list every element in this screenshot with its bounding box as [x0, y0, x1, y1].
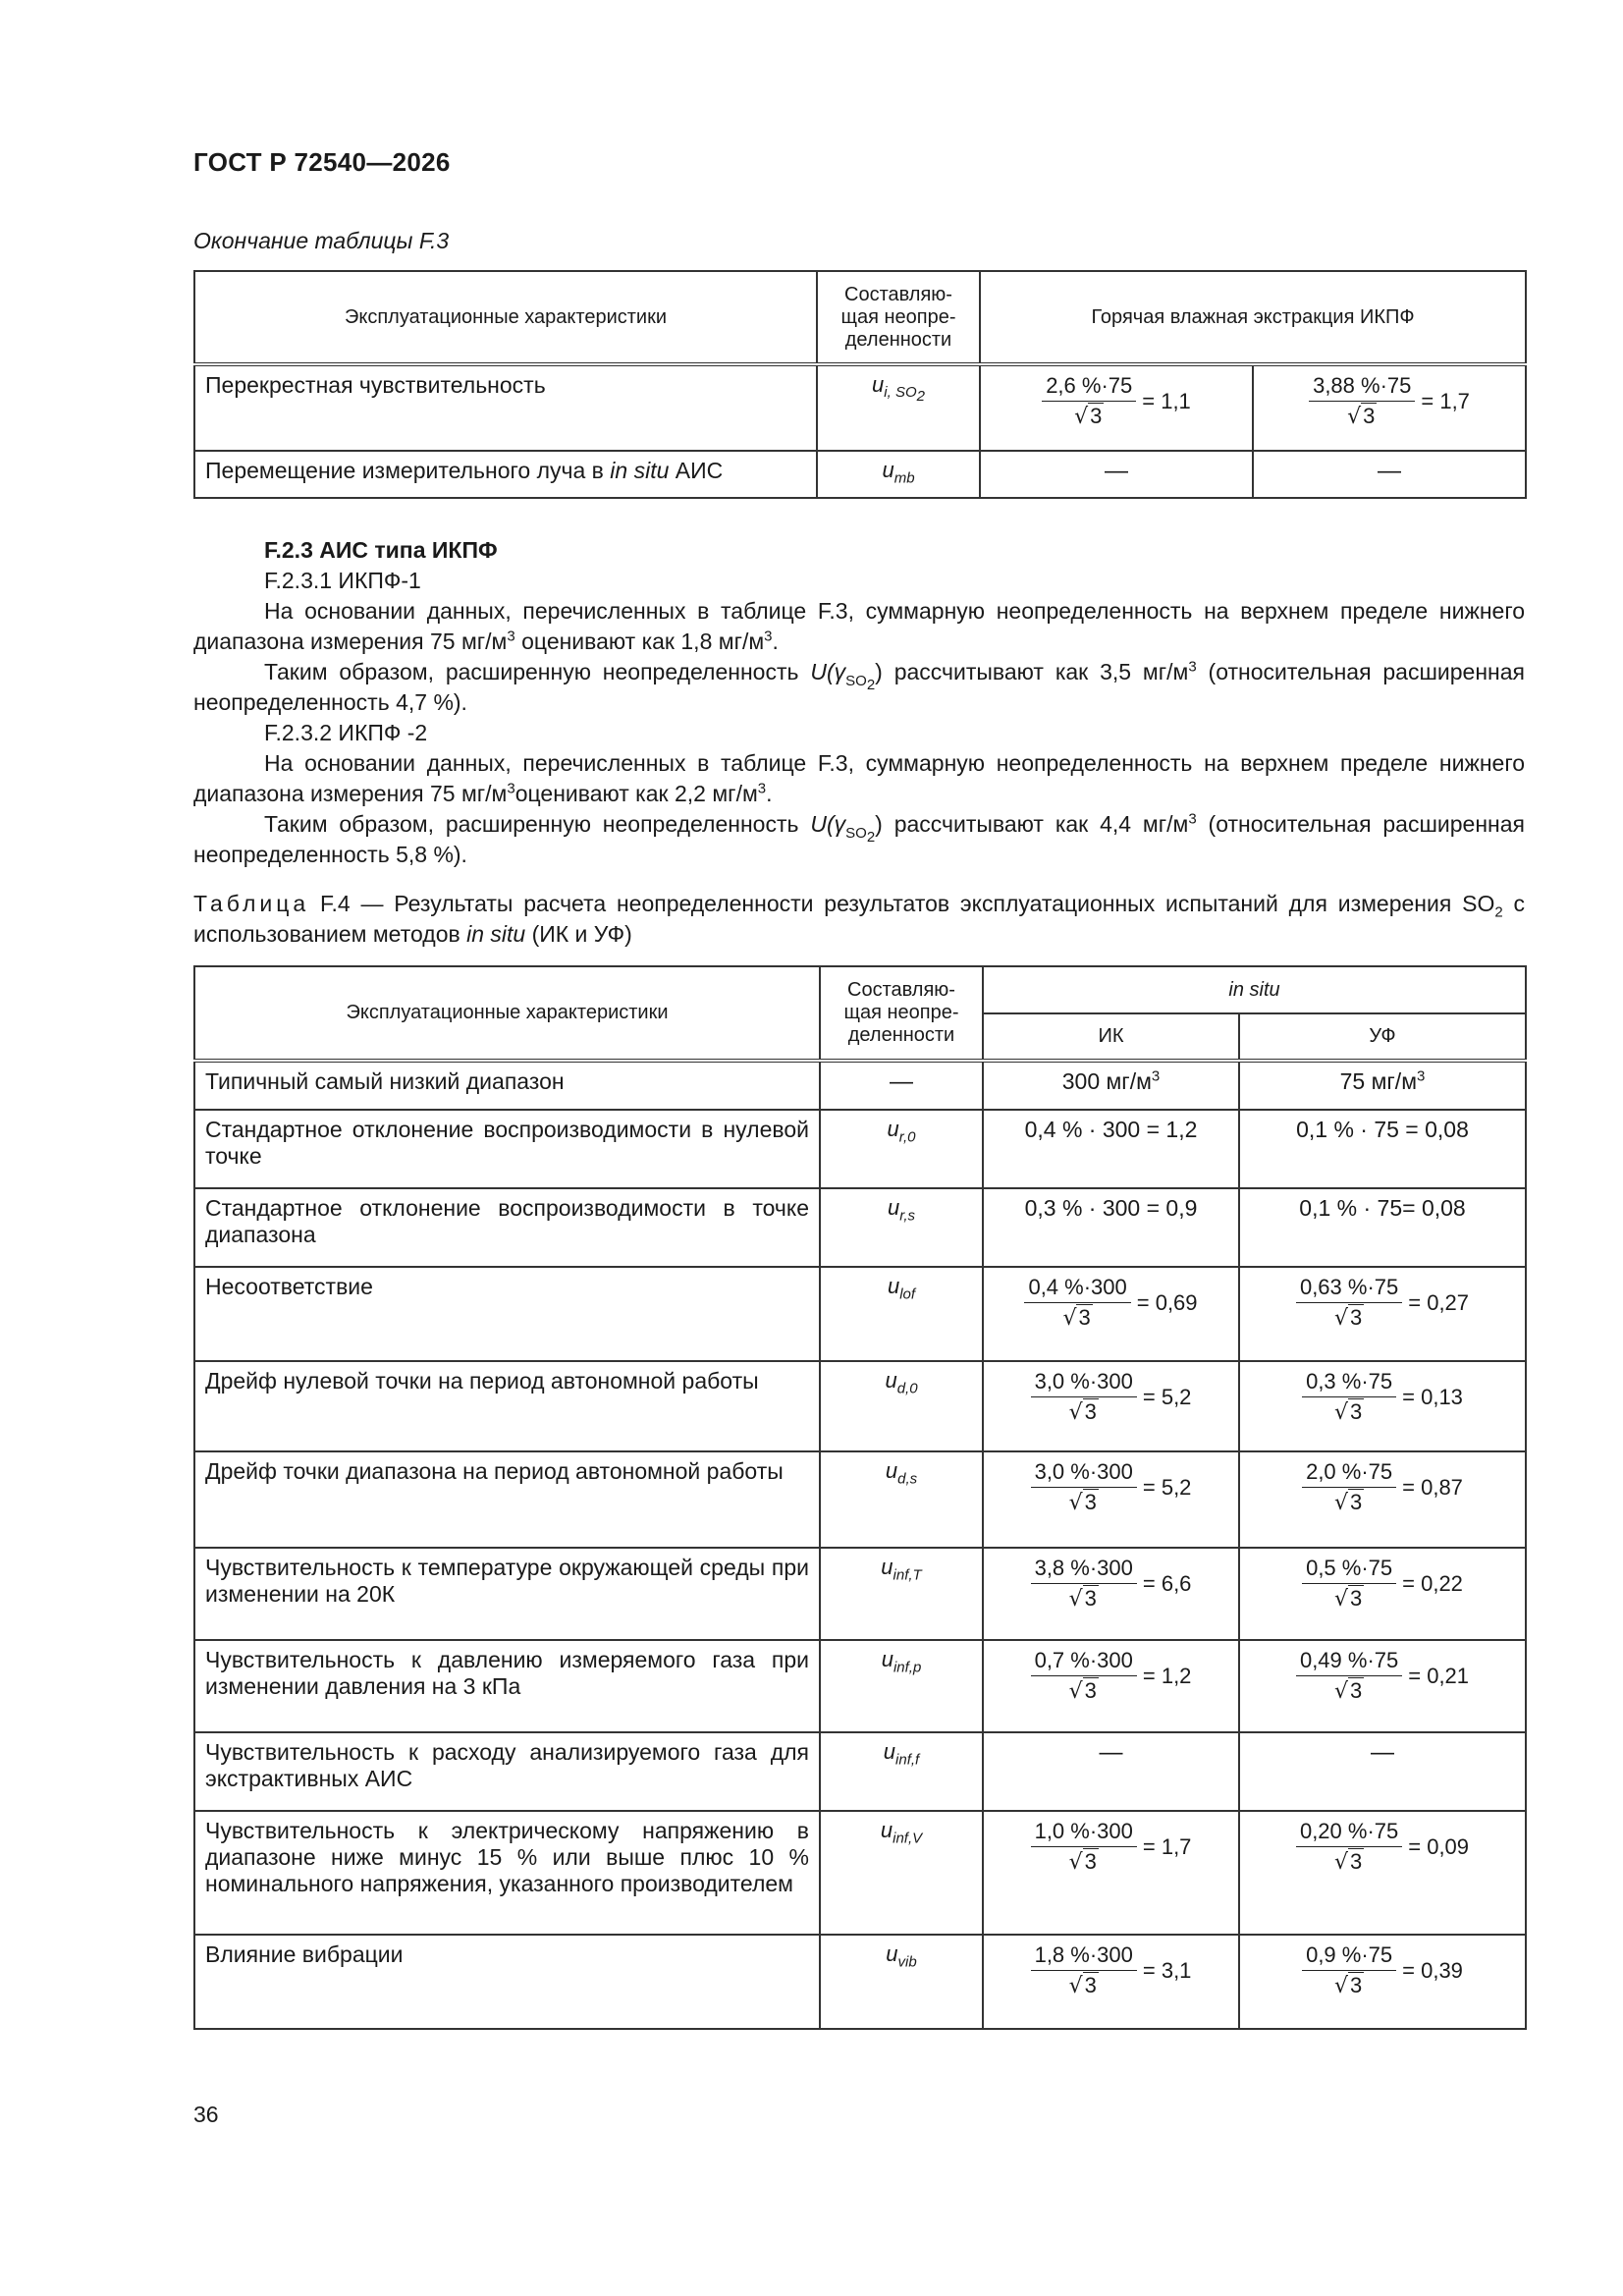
symbol-cell: $u_{r,0}$ — [820, 1110, 983, 1188]
paragraph: Таким образом, расширенную неопределенность $U(\gamma_{SO_2})$ рассчитывают как 3,5 $мг/м^3$ (относительная расширенная неопределенность 4,7 %). — [193, 658, 1525, 715]
value-cell-uf — [1239, 1640, 1526, 1732]
formula: $\frac{0,3 \%\cdot 75}{√3}$ = 0,13 — [1302, 1369, 1463, 1425]
formula: $\frac{1,8 \%\cdot 300}{√3}$ = 3,1 — [1031, 1942, 1192, 1998]
value-cell: $\frac{2,6 \%\cdot 75}{√3}$ = 1,1 — [980, 364, 1253, 451]
formula: $\frac{0,9 \%\cdot 75}{√3}$ = 0,39 — [1302, 1942, 1463, 1998]
section-heading: F.2.3 АИС типа ИКПФ — [264, 537, 498, 563]
formula: $\frac{2,0 \%\cdot 75}{√3}$ = 0,87 — [1302, 1459, 1463, 1515]
value-cell: $\frac{3,88 \%\cdot 75}{√3}$ = 1,7 — [1253, 364, 1526, 451]
paragraph: На основании данных, перечисленных в таблице F.3, суммарную неопределенность на верхнем пределе нижнего диапазона измерения 75 $мг/м^3оценивают$ как 2,2 $мг/м^3$. — [193, 750, 1525, 806]
subsection-f231: F.2.3.1 ИКПФ-1 — [264, 568, 421, 593]
value-cell-ik — [983, 1811, 1239, 1935]
characteristic-cell: Типичный самый низкий диапазон — [194, 1061, 820, 1110]
paragraph: Таким образом, расширенную неопределенность $U(\gamma_{SO_2})$ рассчитывают как 4,4 $мг/м^3$ (относительная расширенная неопределенность 5,8 %). — [193, 810, 1525, 867]
value-cell-ik — [983, 1451, 1239, 1548]
value-cell-uf: — — [1239, 1732, 1526, 1811]
value-cell-ik: 0,4 % · 300 = 1,2 — [983, 1110, 1239, 1188]
symbol-cell: $u_{vib}$ — [820, 1935, 983, 2029]
header-ik: ИК — [983, 1013, 1239, 1061]
symbol-cell: $u_{i, SO_2}$ — [817, 364, 980, 451]
value-cell-uf — [1239, 1267, 1526, 1361]
table-f4 — [193, 965, 1527, 2030]
header-uf: УФ — [1239, 1013, 1526, 1061]
value-cell-uf — [1239, 1811, 1526, 1935]
page-number: 36 — [193, 2102, 219, 2127]
header-method: Горячая влажная экстракция ИКПФ — [980, 271, 1526, 364]
table-row — [194, 1548, 1526, 1640]
value-cell: — — [980, 451, 1253, 498]
value-cell: — — [1253, 451, 1526, 498]
table-row — [194, 1061, 1526, 1110]
formula: $\frac{0,63 \%\cdot 75}{√3}$ = 0,27 — [1296, 1275, 1469, 1331]
formula: $\frac{0,5 \%\cdot 75}{√3}$ = 0,22 — [1302, 1556, 1463, 1612]
formula: $\frac{3,8 \%\cdot 300}{√3}$ = 6,6 — [1031, 1556, 1192, 1612]
document-id: ГОСТ Р 72540—2026 — [193, 147, 451, 177]
table-f3-continuation-caption: Окончание таблицы F.3 — [193, 228, 450, 253]
value-cell-ik — [983, 1640, 1239, 1732]
symbol-cell: $u_{lof}$ — [820, 1267, 983, 1361]
table-row — [194, 1640, 1526, 1732]
characteristic-cell: Дрейф точки диапазона на период автономной работы — [194, 1451, 820, 1548]
table-row — [194, 1935, 1526, 2029]
characteristic-cell: Чувствительность к давлению измеряемого газа при изменении давления на 3 кПа — [194, 1640, 820, 1732]
characteristic-cell: Чувствительность к электрическому напряжению в диапазоне ниже минус 15 % или выше плюс 10 % номинального напряжения, указанного производителем — [194, 1811, 820, 1935]
value-cell-uf: 0,1 % · 75= 0,08 — [1239, 1188, 1526, 1267]
header-in-situ: in situ — [983, 966, 1526, 1013]
table-f4-caption: Таблица F.4 — Результаты расчета неопределенности результатов эксплуатационных испытаний для измерения $SO_2$ с использованием методов in situ (ИК и УФ) — [193, 891, 1526, 947]
symbol-cell: $u_{r,s}$ — [820, 1188, 983, 1267]
table-f3 — [193, 270, 1527, 499]
value-cell-ik: 0,3 % · 300 = 0,9 — [983, 1188, 1239, 1267]
symbol-cell: $u_{inf,T}$ — [820, 1548, 983, 1640]
value-cell-ik — [983, 1361, 1239, 1451]
characteristic-cell: Чувствительность к расходу анализируемого газа для экстрактивных АИС — [194, 1732, 820, 1811]
value-cell-uf: 75 $мг/м^3$ — [1239, 1061, 1526, 1110]
value-cell-uf — [1239, 1361, 1526, 1451]
table-row — [194, 364, 1526, 451]
value-cell-ik — [983, 1267, 1239, 1361]
value-cell-ik: — — [983, 1732, 1239, 1811]
formula: $\frac{0,49 \%\cdot 75}{√3}$ = 0,21 — [1296, 1648, 1469, 1704]
characteristic-cell: Перекрестная чувствительность — [194, 364, 817, 451]
table-row — [194, 1451, 1526, 1548]
table-row — [194, 1732, 1526, 1811]
table-row — [194, 1110, 1526, 1188]
value-cell-ik — [983, 1935, 1239, 2029]
value-cell-ik — [983, 1548, 1239, 1640]
formula: $\frac{0,20 \%\cdot 75}{√3}$ = 0,09 — [1296, 1819, 1469, 1875]
table-row — [194, 1188, 1526, 1267]
value-cell-uf — [1239, 1548, 1526, 1640]
formula: $\frac{3,0 \%\cdot 300}{√3}$ = 5,2 — [1031, 1459, 1192, 1515]
value-cell-uf — [1239, 1451, 1526, 1548]
subsection-f232: F.2.3.2 ИКПФ -2 — [264, 720, 428, 745]
paragraph: На основании данных, перечисленных в таблице F.3, суммарную неопределенность на верхнем пределе нижнего диапазона измерения 75 $мг/м^3$ оценивают как 1,8 $мг/м^3$. — [193, 598, 1525, 654]
table-row — [194, 1267, 1526, 1361]
table-row — [194, 1811, 1526, 1935]
value-cell-ik: 300 $мг/м^3$ — [983, 1061, 1239, 1110]
formula: $\frac{1,0 \%\cdot 300}{√3}$ = 1,7 — [1031, 1819, 1192, 1875]
characteristic-cell: Чувствительность к температуре окружающей среды при изменении на 20К — [194, 1548, 820, 1640]
characteristic-cell: Перемещение измерительного луча в in situ АИС — [194, 451, 817, 498]
value-cell-uf — [1239, 1935, 1526, 2029]
formula: $\frac{0,7 \%\cdot 300}{√3}$ = 1,2 — [1031, 1648, 1192, 1704]
characteristic-cell: Влияние вибрации — [194, 1935, 820, 2029]
symbol-cell: $u_{mb}$ — [817, 451, 980, 498]
header-component: Составляю-щая неопре-деленности — [820, 966, 983, 1061]
symbol-cell: $u_{d,s}$ — [820, 1451, 983, 1548]
symbol-cell: $u_{inf,f}$ — [820, 1732, 983, 1811]
characteristic-cell: Стандартное отклонение воспроизводимости в нулевой точке — [194, 1110, 820, 1188]
formula: $\frac{3,0 \%\cdot 300}{√3}$ = 5,2 — [1031, 1369, 1192, 1425]
header-characteristic: Эксплуатационные характеристики — [194, 966, 820, 1061]
formula: $\frac{0,4 \%\cdot 300}{√3}$ = 0,69 — [1024, 1275, 1197, 1331]
characteristic-cell: Стандартное отклонение воспроизводимости в точке диапазона — [194, 1188, 820, 1267]
table-row — [194, 451, 1526, 498]
value-cell-uf: 0,1 % · 75 = 0,08 — [1239, 1110, 1526, 1188]
header-component: Составляю-щая неопре-деленности — [817, 271, 980, 364]
section-f23 — [193, 535, 1525, 870]
symbol-cell: — — [820, 1061, 983, 1110]
symbol-cell: $u_{d,0}$ — [820, 1361, 983, 1451]
symbol-cell: $u_{inf,p}$ — [820, 1640, 983, 1732]
symbol-cell: $u_{inf,V}$ — [820, 1811, 983, 1935]
header-characteristic: Эксплуатационные характеристики — [194, 271, 817, 364]
characteristic-cell: Несоответствие — [194, 1267, 820, 1361]
table-row — [194, 1361, 1526, 1451]
characteristic-cell: Дрейф нулевой точки на период автономной работы — [194, 1361, 820, 1451]
